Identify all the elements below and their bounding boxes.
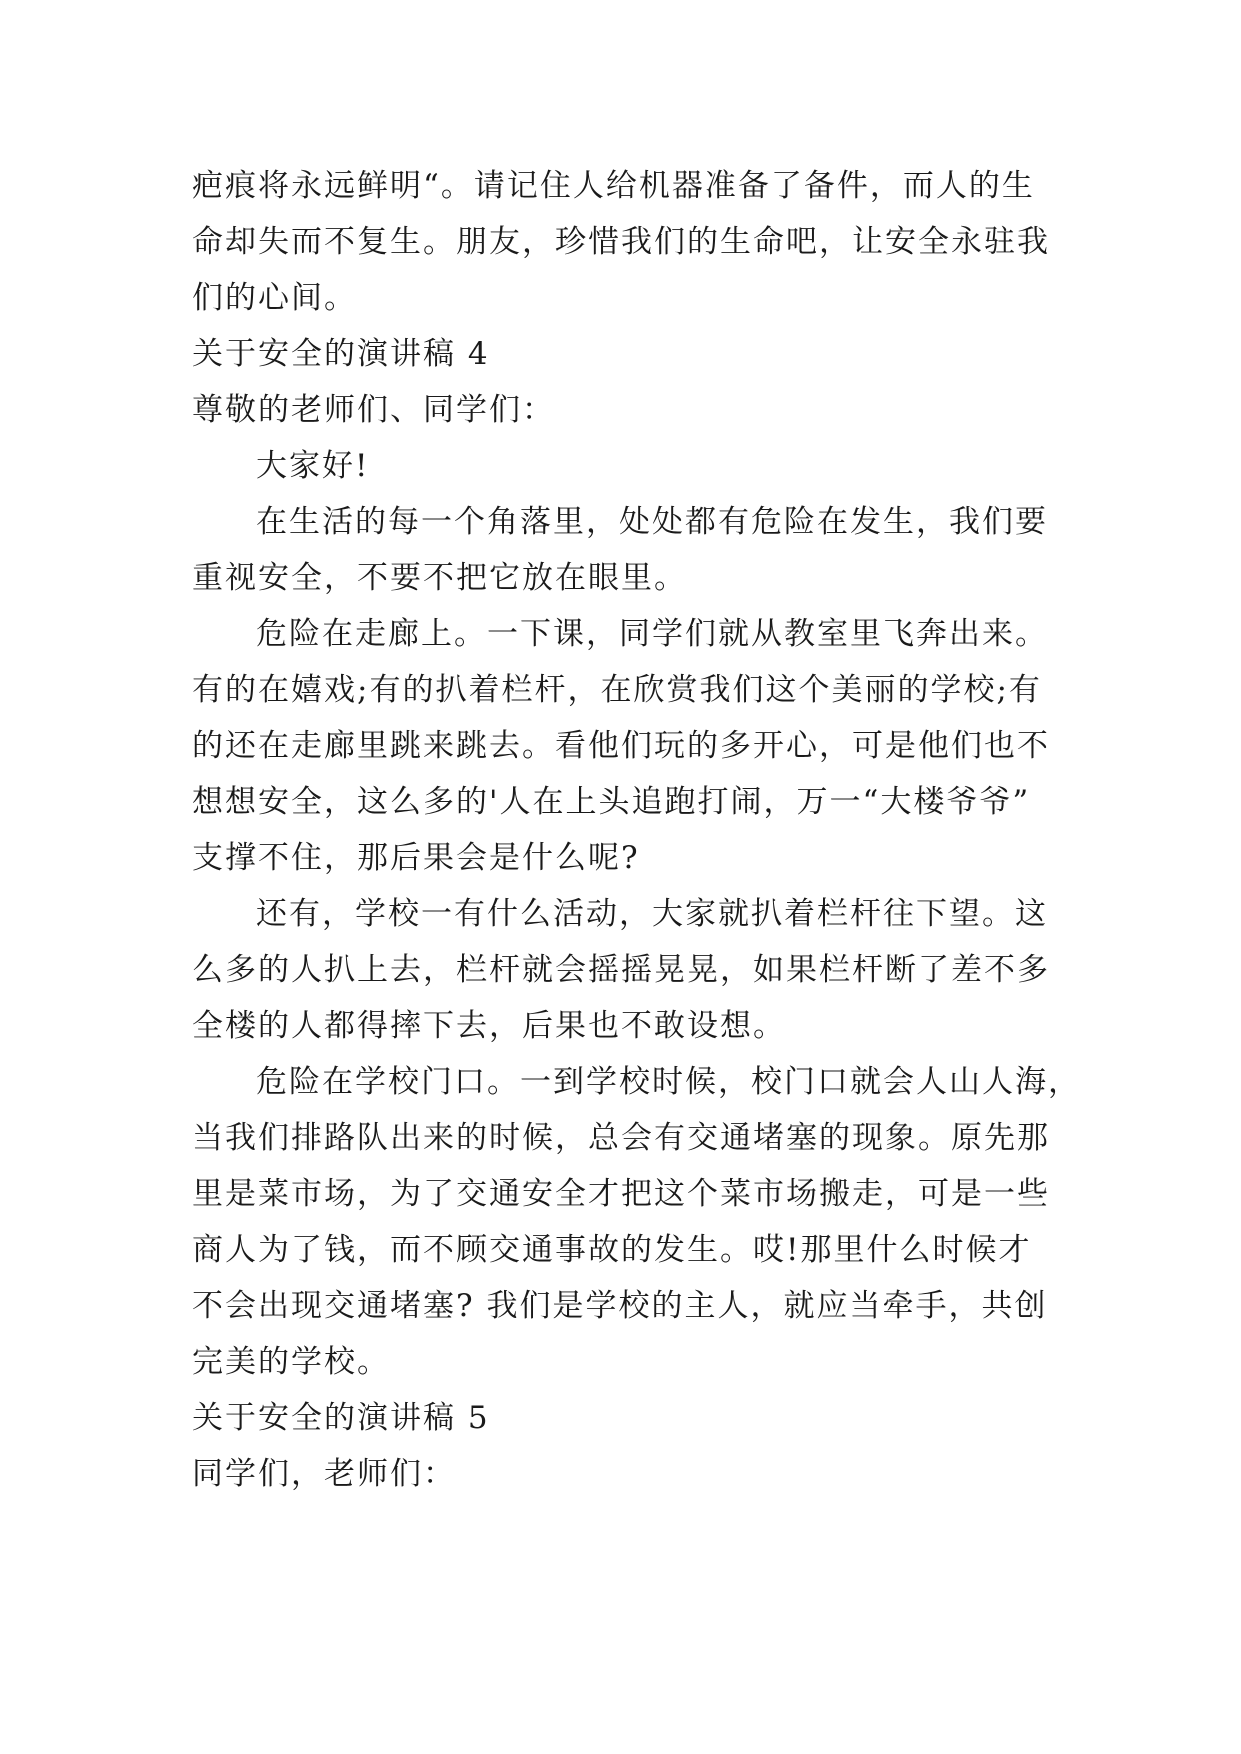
paragraph-line: 危险在学校门口。一到学校时候，校门口就会人山人海，: [256, 1064, 1081, 1100]
paragraph-line: 么多的人扒上去，栏杆就会摇摇晃晃，如果栏杆断了差不多: [192, 952, 1050, 988]
paragraph-line: 在生活的每一个角落里，处处都有危险在发生，我们要: [256, 504, 1048, 540]
section-heading: 关于安全的演讲稿 4: [192, 336, 490, 372]
paragraph-line: 全楼的人都得摔下去，后果也不敢设想。: [192, 1008, 786, 1044]
salutation: 同学们，老师们：: [192, 1456, 456, 1492]
paragraph-line: 不会出现交通堵塞? 我们是学校的主人，就应当牵手，共创: [192, 1288, 1048, 1324]
paragraph-line: 的还在走廊里跳来跳去。看他们玩的多开心，可是他们也不: [192, 728, 1050, 764]
paragraph-line: 们的心间。: [192, 280, 357, 316]
paragraph-line: 命却失而不复生。朋友，珍惜我们的生命吧，让安全永驻我: [192, 224, 1050, 260]
paragraph-line: 商人为了钱，而不顾交通事故的发生。哎!那里什么时候才: [192, 1232, 1032, 1268]
paragraph-line: 危险在走廊上。一下课，同学们就从教室里飞奔出来。: [256, 616, 1048, 652]
section-heading: 关于安全的演讲稿 5: [192, 1400, 490, 1436]
paragraph-line: 疤痕将永远鲜明“。请记住人给机器准备了备件，而人的生: [192, 168, 1035, 204]
paragraph-line: 当我们排路队出来的时候，总会有交通堵塞的现象。原先那: [192, 1120, 1050, 1156]
paragraph-line: 支撑不住，那后果会是什么呢?: [192, 840, 640, 876]
paragraph-line: 还有，学校一有什么活动，大家就扒着栏杆往下望。这: [256, 896, 1048, 932]
salutation: 尊敬的老师们、同学们：: [192, 392, 555, 428]
paragraph-line: 里是菜市场，为了交通安全才把这个菜市场搬走，可是一些: [192, 1176, 1050, 1212]
paragraph-line: 重视安全，不要不把它放在眼里。: [192, 560, 687, 596]
paragraph-line: 有的在嬉戏;有的扒着栏杆，在欣赏我们这个美丽的学校;有: [192, 672, 1042, 708]
paragraph-line: 完美的学校。: [192, 1344, 390, 1380]
greeting: 大家好!: [256, 448, 370, 484]
paragraph-line: 想想安全，这么多的'人在上头追跑打闹，万一“大楼爷爷”: [192, 784, 1031, 820]
